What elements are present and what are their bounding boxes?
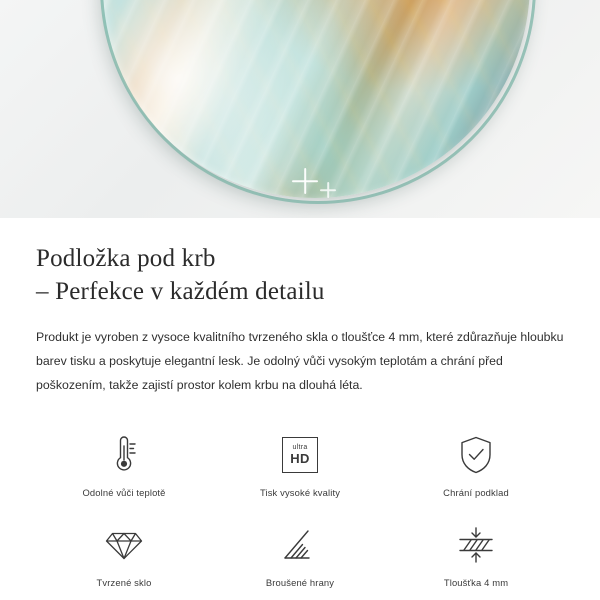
feature-item bbox=[212, 424, 388, 508]
ultra-hd-icon bbox=[282, 432, 318, 478]
content-area bbox=[0, 218, 600, 598]
ultra-hd-badge-top: ultra bbox=[292, 444, 308, 452]
feature-item bbox=[388, 424, 564, 508]
headline-line-1: Podložka pod krb bbox=[36, 245, 216, 272]
feature-item bbox=[36, 424, 212, 508]
ultra-hd-badge-main: HD bbox=[290, 451, 310, 467]
feature-item bbox=[212, 514, 388, 598]
feature-item bbox=[388, 514, 564, 598]
shield-check-icon bbox=[458, 432, 494, 478]
headline-line-2: – Perfekce v každém detailu bbox=[36, 278, 325, 305]
feature-label: Odolné vůči teplotě bbox=[82, 486, 166, 498]
feature-label: Tisk vysoké kvality bbox=[259, 486, 341, 498]
product-description-text: Produkt je vyroben z vysoce kvalitního tvrzeného skla o tloušťce 4 mm, které zdůrazňuje hloubku barev tisku a poskytuje elegantní lesk. Je odolný vůči vysokým teplotám a chrání před poškozením, takže zajistí prostor kolem krbu na dlouhá léta. bbox=[36, 330, 564, 392]
feature-label: Tloušťka 4 mm bbox=[443, 576, 509, 588]
feature-label: Chrání podklad bbox=[443, 486, 509, 498]
polished-edges-icon bbox=[281, 522, 319, 568]
feature-item bbox=[36, 514, 212, 598]
thermometer-icon bbox=[107, 432, 141, 478]
hero-product-image bbox=[0, 0, 600, 218]
page-title bbox=[36, 218, 564, 308]
thickness-icon bbox=[455, 522, 497, 568]
diamond-icon bbox=[104, 522, 144, 568]
feature-label: Tvrzené sklo bbox=[96, 576, 152, 588]
feature-label: Broušené hrany bbox=[265, 576, 335, 588]
feature-grid bbox=[36, 424, 564, 598]
